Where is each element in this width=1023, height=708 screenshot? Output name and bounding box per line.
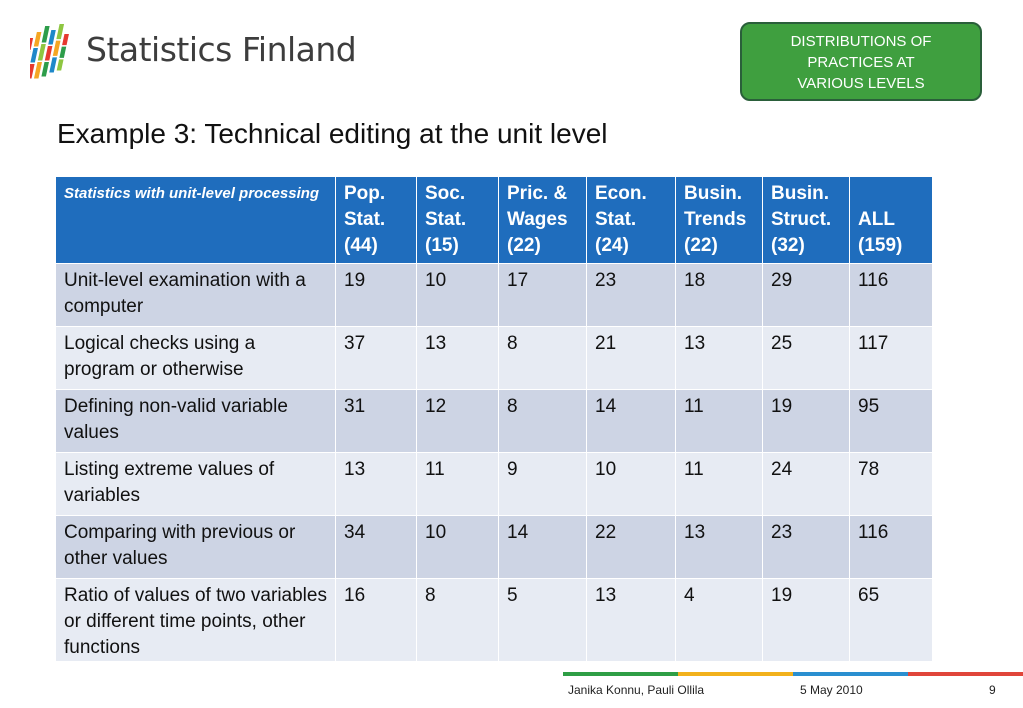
- column-header-line: Pop.: [344, 183, 386, 204]
- table-cell: 8: [499, 390, 587, 453]
- table-cell: 8: [417, 579, 499, 662]
- logo-bar-segment: [30, 64, 35, 79]
- table-row: [56, 390, 933, 453]
- row-label: Defining non-valid variable values: [56, 390, 336, 453]
- table-cell: 8: [499, 327, 587, 390]
- column-header-line: Struct.: [771, 209, 832, 230]
- table-cell: 117: [850, 327, 933, 390]
- table-row: [56, 327, 933, 390]
- column-header-line: Pric. &: [507, 183, 568, 204]
- table-cell: 11: [676, 390, 763, 453]
- logo-bar-segment: [56, 24, 64, 39]
- column-header: [676, 177, 763, 264]
- table-cell: 13: [676, 516, 763, 579]
- column-header: [587, 177, 676, 264]
- footer-bar-blue: [793, 672, 908, 676]
- logo-bar-segment: [53, 41, 61, 56]
- column-header-line: [858, 181, 924, 207]
- page-title: Example 3: Technical editing at the unit level: [57, 118, 608, 149]
- logo-bar-segment: [59, 47, 66, 58]
- table-cell: 21: [587, 327, 676, 390]
- table-cell: 11: [417, 453, 499, 516]
- table-cell: 13: [676, 327, 763, 390]
- logo-bar-segment: [34, 62, 42, 79]
- logo-bar-segment: [38, 44, 46, 61]
- table-cell: 10: [587, 453, 676, 516]
- brand-name: Statistics Finland: [86, 30, 357, 69]
- logo-bar-segment: [48, 30, 56, 45]
- table-row: [56, 453, 933, 516]
- column-header-line: (15): [425, 235, 459, 256]
- column-header-line: (24): [595, 235, 629, 256]
- column-header: [336, 177, 417, 264]
- column-header-line: Trends: [684, 209, 747, 230]
- column-header-line: Busin.: [684, 183, 743, 204]
- section-badge: [740, 22, 982, 101]
- results-table: [55, 176, 933, 662]
- column-header-line: (159): [858, 235, 903, 256]
- row-label: Comparing with previous or other values: [56, 516, 336, 579]
- table-cell: 10: [417, 264, 499, 327]
- table-cell: 95: [850, 390, 933, 453]
- table-cell: 22: [587, 516, 676, 579]
- column-header-line: Busin.: [771, 183, 830, 204]
- column-header: [499, 177, 587, 264]
- table-row: [56, 516, 933, 579]
- logo-bar-segment: [45, 46, 53, 61]
- table-cell: 12: [417, 390, 499, 453]
- table-cell: 13: [587, 579, 676, 662]
- table-cell: 13: [417, 327, 499, 390]
- table-cell: 25: [763, 327, 850, 390]
- footer-page-number: 9: [989, 683, 996, 697]
- logo-bar-segment: [41, 62, 49, 77]
- table-cell: 18: [676, 264, 763, 327]
- table-row: [56, 264, 933, 327]
- table-cell: 17: [499, 264, 587, 327]
- footer-date: 5 May 2010: [800, 683, 863, 697]
- badge-line-1: DISTRIBUTIONS OF: [790, 33, 932, 50]
- table-cell: 19: [336, 264, 417, 327]
- table-cell: 24: [763, 453, 850, 516]
- table-cell: 11: [676, 453, 763, 516]
- badge-line-3: VARIOUS LEVELS: [797, 75, 925, 92]
- footer-authors: Janika Konnu, Pauli Ollila: [568, 683, 705, 697]
- logo-bar-segment: [30, 48, 38, 63]
- corner-header: Statistics with unit-level processing: [56, 177, 336, 264]
- column-header-line: Soc.: [425, 183, 466, 204]
- table-cell: 34: [336, 516, 417, 579]
- logo-bar-segment: [42, 26, 50, 43]
- column-header-line: Stat.: [425, 209, 467, 230]
- table-cell: 13: [336, 453, 417, 516]
- table-cell: 4: [676, 579, 763, 662]
- column-header: [417, 177, 499, 264]
- table-cell: 116: [850, 264, 933, 327]
- row-label: Unit-level examination with a computer: [56, 264, 336, 327]
- logo-bar-segment: [62, 34, 69, 45]
- column-header: [850, 177, 933, 264]
- logo-bar-segment: [34, 32, 42, 47]
- column-header: [763, 177, 850, 264]
- table-cell: 23: [587, 264, 676, 327]
- table-cell: 14: [587, 390, 676, 453]
- badge-line-2: PRACTICES AT: [807, 54, 915, 71]
- footer-bar-yellow: [678, 672, 793, 676]
- table-cell: 65: [850, 579, 933, 662]
- table-cell: 23: [763, 516, 850, 579]
- logo-bar-segment: [49, 57, 57, 72]
- table-row: [56, 579, 933, 662]
- column-header-line: Stat.: [344, 209, 386, 230]
- footer-bar-green: [563, 672, 678, 676]
- table-cell: 5: [499, 579, 587, 662]
- table-cell: 29: [763, 264, 850, 327]
- table-cell: 78: [850, 453, 933, 516]
- column-header-line: Econ.: [595, 183, 647, 204]
- column-header-line: ALL: [858, 209, 895, 230]
- footer-bar-red: [908, 672, 1023, 676]
- logo-bar-segment: [57, 59, 64, 70]
- row-label: Logical checks using a program or otherwise: [56, 327, 336, 390]
- column-header-line: Wages: [507, 209, 568, 230]
- table-cell: 37: [336, 327, 417, 390]
- table-header-row: [56, 177, 933, 264]
- column-header-line: Stat.: [595, 209, 637, 230]
- table-cell: 19: [763, 390, 850, 453]
- row-label: Ratio of values of two variables or different time points, other functions: [56, 579, 336, 662]
- table-cell: 31: [336, 390, 417, 453]
- table-cell: 14: [499, 516, 587, 579]
- column-header-line: (22): [507, 235, 541, 256]
- table-cell: 19: [763, 579, 850, 662]
- logo-bar-segment: [30, 38, 33, 50]
- table-cell: 10: [417, 516, 499, 579]
- column-header-line: (32): [771, 235, 805, 256]
- row-label: Listing extreme values of variables: [56, 453, 336, 516]
- column-header-line: (44): [344, 235, 378, 256]
- table-cell: 9: [499, 453, 587, 516]
- column-header-line: (22): [684, 235, 718, 256]
- table-cell: 16: [336, 579, 417, 662]
- table-cell: 116: [850, 516, 933, 579]
